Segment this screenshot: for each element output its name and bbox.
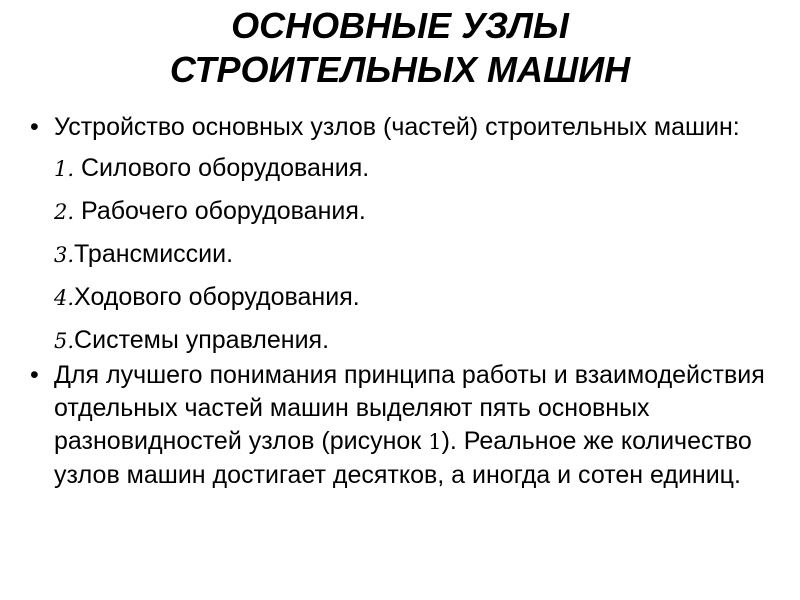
- bullet-marker: •: [30, 361, 39, 389]
- list-item-text: Ходового оборудования.: [74, 283, 360, 311]
- list-item-text: Трансмиссии.: [74, 240, 234, 268]
- slide-content: [30, 111, 800, 492]
- list-number: 5.: [54, 329, 75, 353]
- list-item-text: Системы управления.: [74, 326, 330, 354]
- list-item-text: Силового оборудования.: [74, 154, 370, 182]
- list-number: 1.: [54, 157, 75, 181]
- list-item: [54, 195, 800, 228]
- title-line-1: ОСНОВНЫЕ УЗЛЫ: [231, 5, 569, 46]
- bullet-text-part: ). Реальное же количество узлов машин достигает десятков, а иногда и сотен единиц.: [54, 427, 752, 489]
- bullet-text: Устройство основных узлов (частей) строительных машин:: [54, 113, 740, 141]
- slide-title: [0, 4, 800, 92]
- numbered-list: [30, 152, 800, 357]
- bullet-text: [54, 361, 765, 489]
- list-item-text: Рабочего оборудования.: [74, 197, 366, 225]
- list-item: [54, 324, 800, 357]
- list-number: 3.: [54, 243, 75, 267]
- list-item: [54, 238, 800, 271]
- list-number: 2.: [54, 200, 75, 224]
- list-number: 4.: [54, 286, 75, 310]
- bullet-item: [30, 111, 800, 144]
- bullet-marker: •: [30, 113, 39, 141]
- bullet-item: [30, 359, 800, 492]
- title-line-2: СТРОИТЕЛЬНЫХ МАШИН: [169, 49, 631, 90]
- list-item: [54, 281, 800, 314]
- figure-reference-number: 1: [428, 430, 442, 454]
- list-item: [54, 152, 800, 185]
- bullet-text-part: Для лучшего понимания принципа работы и взаимодействия отдельных частей машин выделяют пять основных разновидностей узлов (рисунок: [54, 361, 765, 455]
